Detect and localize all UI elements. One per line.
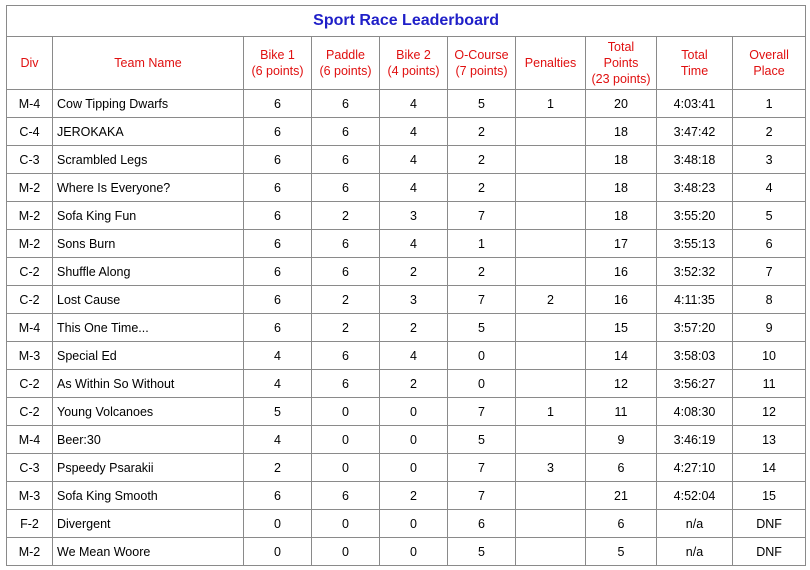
cell-overall-place: 14 [733,454,806,482]
cell-total-time: 3:58:03 [657,342,733,370]
cell-team-name: Cow Tipping Dwarfs [53,90,244,118]
header-row [7,37,806,90]
cell-bike1: 6 [244,90,312,118]
cell-penalties [516,314,586,342]
cell-total-points: 18 [586,174,657,202]
cell-bike1: 6 [244,258,312,286]
cell-total-time: n/a [657,510,733,538]
cell-total-points: 18 [586,118,657,146]
cell-paddle: 6 [312,90,380,118]
cell-overall-place: 5 [733,202,806,230]
header-paddle: Paddle (6 points) [312,37,380,90]
cell-bike2: 0 [380,538,448,566]
header-bike2: Bike 2 (4 points) [380,37,448,90]
cell-paddle: 6 [312,482,380,510]
table-row [7,258,806,286]
cell-overall-place: 10 [733,342,806,370]
cell-total-points: 16 [586,286,657,314]
cell-overall-place: 7 [733,258,806,286]
cell-div: M-2 [7,230,53,258]
cell-team-name: This One Time... [53,314,244,342]
table-row [7,454,806,482]
cell-bike1: 6 [244,230,312,258]
cell-bike1: 4 [244,342,312,370]
cell-penalties [516,118,586,146]
cell-total-points: 16 [586,258,657,286]
cell-bike2: 3 [380,286,448,314]
cell-div: C-2 [7,398,53,426]
table-row [7,510,806,538]
cell-ocourse: 0 [448,342,516,370]
cell-bike2: 4 [380,146,448,174]
cell-div: C-2 [7,258,53,286]
cell-bike1: 6 [244,146,312,174]
cell-bike2: 0 [380,426,448,454]
cell-total-time: 3:52:32 [657,258,733,286]
cell-total-points: 18 [586,202,657,230]
cell-div: M-3 [7,342,53,370]
cell-total-time: 4:08:30 [657,398,733,426]
cell-total-time: 4:52:04 [657,482,733,510]
table-row [7,426,806,454]
cell-overall-place: 8 [733,286,806,314]
cell-total-time: 3:47:42 [657,118,733,146]
header-ocourse: O-Course (7 points) [448,37,516,90]
cell-ocourse: 7 [448,202,516,230]
cell-paddle: 0 [312,398,380,426]
cell-ocourse: 5 [448,314,516,342]
cell-bike1: 2 [244,454,312,482]
cell-bike2: 4 [380,90,448,118]
cell-total-time: n/a [657,538,733,566]
cell-paddle: 6 [312,174,380,202]
cell-ocourse: 7 [448,482,516,510]
cell-bike2: 2 [380,482,448,510]
cell-total-points: 9 [586,426,657,454]
leaderboard-table [6,5,806,566]
cell-team-name: Young Volcanoes [53,398,244,426]
table-row [7,202,806,230]
header-overall-place: Overall Place [733,37,806,90]
cell-paddle: 6 [312,146,380,174]
cell-total-points: 18 [586,146,657,174]
cell-ocourse: 7 [448,454,516,482]
cell-bike2: 0 [380,510,448,538]
cell-ocourse: 5 [448,538,516,566]
cell-bike2: 4 [380,342,448,370]
cell-penalties [516,426,586,454]
cell-paddle: 0 [312,510,380,538]
cell-penalties [516,202,586,230]
cell-total-points: 5 [586,538,657,566]
cell-overall-place: 15 [733,482,806,510]
cell-total-time: 3:46:19 [657,426,733,454]
cell-total-time: 3:55:20 [657,202,733,230]
cell-total-points: 17 [586,230,657,258]
cell-team-name: Sons Burn [53,230,244,258]
cell-paddle: 2 [312,202,380,230]
cell-total-time: 3:56:27 [657,370,733,398]
cell-div: C-4 [7,118,53,146]
cell-div: M-4 [7,314,53,342]
cell-div: M-2 [7,174,53,202]
table-row [7,482,806,510]
cell-penalties [516,230,586,258]
cell-div: C-3 [7,454,53,482]
cell-overall-place: 2 [733,118,806,146]
cell-team-name: Lost Cause [53,286,244,314]
cell-penalties: 1 [516,90,586,118]
cell-paddle: 6 [312,258,380,286]
cell-team-name: As Within So Without [53,370,244,398]
cell-penalties [516,146,586,174]
cell-total-time: 4:03:41 [657,90,733,118]
header-team-name: Team Name [53,37,244,90]
cell-team-name: We Mean Woore [53,538,244,566]
cell-team-name: Beer:30 [53,426,244,454]
cell-overall-place: DNF [733,538,806,566]
cell-paddle: 6 [312,230,380,258]
cell-paddle: 0 [312,426,380,454]
cell-bike2: 4 [380,230,448,258]
title-row [7,6,806,37]
cell-div: F-2 [7,510,53,538]
cell-bike2: 2 [380,314,448,342]
cell-bike1: 6 [244,482,312,510]
table-row [7,314,806,342]
cell-ocourse: 7 [448,286,516,314]
cell-div: M-2 [7,202,53,230]
table-row [7,342,806,370]
cell-bike1: 6 [244,174,312,202]
cell-bike2: 2 [380,370,448,398]
cell-penalties [516,258,586,286]
cell-bike2: 3 [380,202,448,230]
cell-ocourse: 2 [448,146,516,174]
cell-bike2: 0 [380,454,448,482]
table-row [7,90,806,118]
cell-ocourse: 7 [448,398,516,426]
cell-ocourse: 2 [448,258,516,286]
cell-bike1: 5 [244,398,312,426]
cell-bike2: 4 [380,118,448,146]
cell-div: M-2 [7,538,53,566]
header-total-points: Total Points (23 points) [586,37,657,90]
cell-penalties [516,510,586,538]
cell-overall-place: 13 [733,426,806,454]
cell-team-name: Where Is Everyone? [53,174,244,202]
cell-ocourse: 6 [448,510,516,538]
table-row [7,146,806,174]
cell-total-points: 15 [586,314,657,342]
cell-div: C-3 [7,146,53,174]
cell-bike1: 0 [244,538,312,566]
cell-bike1: 0 [244,510,312,538]
cell-team-name: Divergent [53,510,244,538]
cell-penalties [516,538,586,566]
cell-ocourse: 5 [448,426,516,454]
cell-ocourse: 2 [448,118,516,146]
leaderboard-body [7,90,806,566]
cell-overall-place: 11 [733,370,806,398]
table-row [7,118,806,146]
cell-team-name: Shuffle Along [53,258,244,286]
cell-team-name: Sofa King Fun [53,202,244,230]
cell-total-points: 14 [586,342,657,370]
cell-total-points: 6 [586,510,657,538]
cell-total-time: 4:27:10 [657,454,733,482]
table-row [7,538,806,566]
cell-bike1: 4 [244,426,312,454]
cell-div: C-2 [7,286,53,314]
cell-total-points: 21 [586,482,657,510]
cell-div: C-2 [7,370,53,398]
cell-paddle: 2 [312,314,380,342]
table-row [7,370,806,398]
cell-bike1: 6 [244,202,312,230]
header-div: Div [7,37,53,90]
header-penalties: Penalties [516,37,586,90]
cell-overall-place: 12 [733,398,806,426]
cell-paddle: 6 [312,370,380,398]
table-row [7,286,806,314]
cell-total-points: 12 [586,370,657,398]
cell-team-name: Pspeedy Psarakii [53,454,244,482]
cell-overall-place: 6 [733,230,806,258]
cell-total-time: 3:48:18 [657,146,733,174]
cell-overall-place: 1 [733,90,806,118]
header-total-time: Total Time [657,37,733,90]
cell-overall-place: 3 [733,146,806,174]
cell-paddle: 6 [312,342,380,370]
table-row [7,398,806,426]
table-row [7,230,806,258]
cell-paddle: 0 [312,538,380,566]
cell-total-time: 4:11:35 [657,286,733,314]
cell-ocourse: 2 [448,174,516,202]
cell-div: M-3 [7,482,53,510]
cell-overall-place: DNF [733,510,806,538]
cell-paddle: 0 [312,454,380,482]
cell-total-time: 3:48:23 [657,174,733,202]
cell-overall-place: 4 [733,174,806,202]
leaderboard-container [6,5,805,566]
cell-div: M-4 [7,90,53,118]
cell-paddle: 2 [312,286,380,314]
cell-penalties [516,174,586,202]
cell-bike1: 6 [244,314,312,342]
header-bike1: Bike 1 (6 points) [244,37,312,90]
cell-ocourse: 1 [448,230,516,258]
cell-bike2: 0 [380,398,448,426]
cell-total-points: 20 [586,90,657,118]
cell-team-name: Scrambled Legs [53,146,244,174]
cell-bike2: 2 [380,258,448,286]
cell-bike2: 4 [380,174,448,202]
cell-penalties [516,482,586,510]
cell-total-time: 3:57:20 [657,314,733,342]
cell-bike1: 4 [244,370,312,398]
cell-penalties: 2 [516,286,586,314]
cell-ocourse: 5 [448,90,516,118]
cell-div: M-4 [7,426,53,454]
cell-paddle: 6 [312,118,380,146]
cell-ocourse: 0 [448,370,516,398]
cell-total-time: 3:55:13 [657,230,733,258]
cell-penalties [516,342,586,370]
cell-team-name: Sofa King Smooth [53,482,244,510]
cell-team-name: Special Ed [53,342,244,370]
cell-total-points: 6 [586,454,657,482]
table-row [7,174,806,202]
cell-penalties: 1 [516,398,586,426]
cell-overall-place: 9 [733,314,806,342]
cell-bike1: 6 [244,286,312,314]
page-title: Sport Race Leaderboard [7,6,806,37]
cell-penalties: 3 [516,454,586,482]
cell-team-name: JEROKAKA [53,118,244,146]
cell-penalties [516,370,586,398]
cell-total-points: 11 [586,398,657,426]
cell-bike1: 6 [244,118,312,146]
